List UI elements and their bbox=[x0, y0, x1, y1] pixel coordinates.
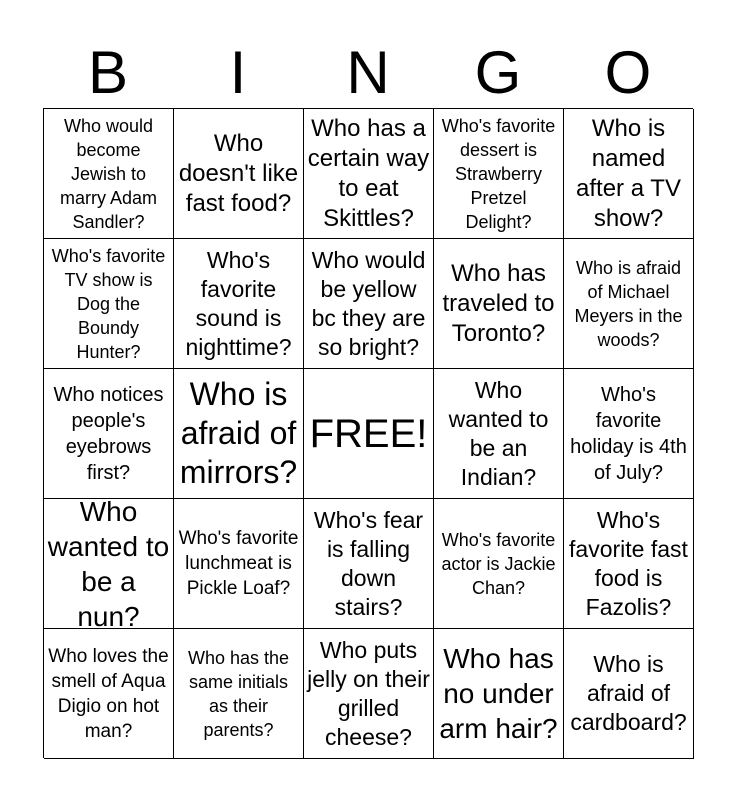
bingo-cell[interactable]: Who wanted to be an Indian? bbox=[434, 369, 564, 499]
free-space[interactable]: FREE! bbox=[304, 369, 434, 499]
bingo-cell[interactable]: Who has the same initials as their parents? bbox=[174, 629, 304, 759]
bingo-cell[interactable]: Who's favorite TV show is Dog the Boundy Hunter? bbox=[44, 239, 174, 369]
header-letter-i: I bbox=[229, 39, 247, 106]
bingo-cell[interactable]: Who's favorite lunchmeat is Pickle Loaf? bbox=[174, 499, 304, 629]
bingo-cell[interactable]: Who has a certain way to eat Skittles? bbox=[304, 109, 434, 239]
bingo-cell[interactable]: Who's favorite holiday is 4th of July? bbox=[564, 369, 694, 499]
bingo-cell[interactable]: Who puts jelly on their grilled cheese? bbox=[304, 629, 434, 759]
bingo-header bbox=[43, 38, 693, 108]
bingo-cell[interactable]: Who is afraid of Michael Meyers in the woods? bbox=[564, 239, 694, 369]
bingo-cell[interactable]: Who is afraid of mirrors? bbox=[174, 369, 304, 499]
header-letter-n: N bbox=[346, 39, 390, 106]
bingo-cell[interactable]: Who has no under arm hair? bbox=[434, 629, 564, 759]
bingo-cell[interactable]: Who notices people's eyebrows first? bbox=[44, 369, 174, 499]
bingo-cell[interactable]: Who's favorite dessert is Strawberry Pretzel Delight? bbox=[434, 109, 564, 239]
bingo-cell[interactable]: Who is named after a TV show? bbox=[564, 109, 694, 239]
bingo-cell[interactable]: Who's favorite actor is Jackie Chan? bbox=[434, 499, 564, 629]
bingo-card-grid bbox=[43, 108, 693, 758]
bingo-cell[interactable]: Who wanted to be a nun? bbox=[44, 499, 174, 629]
bingo-cell[interactable]: Who's favorite fast food is Fazolis? bbox=[564, 499, 694, 629]
bingo-cell[interactable]: Who's favorite sound is nighttime? bbox=[174, 239, 304, 369]
header-letter-g: G bbox=[474, 39, 522, 106]
bingo-cell[interactable]: Who doesn't like fast food? bbox=[174, 109, 304, 239]
header-letter-b: B bbox=[87, 39, 129, 106]
header-letter-o: O bbox=[604, 39, 652, 106]
bingo-cell[interactable]: Who's fear is falling down stairs? bbox=[304, 499, 434, 629]
bingo-cell[interactable]: Who would become Jewish to marry Adam Sandler? bbox=[44, 109, 174, 239]
bingo-cell[interactable]: Who is afraid of cardboard? bbox=[564, 629, 694, 759]
bingo-cell[interactable]: Who loves the smell of Aqua Digio on hot man? bbox=[44, 629, 174, 759]
bingo-cell[interactable]: Who would be yellow bc they are so bright? bbox=[304, 239, 434, 369]
bingo-cell[interactable]: Who has traveled to Toronto? bbox=[434, 239, 564, 369]
